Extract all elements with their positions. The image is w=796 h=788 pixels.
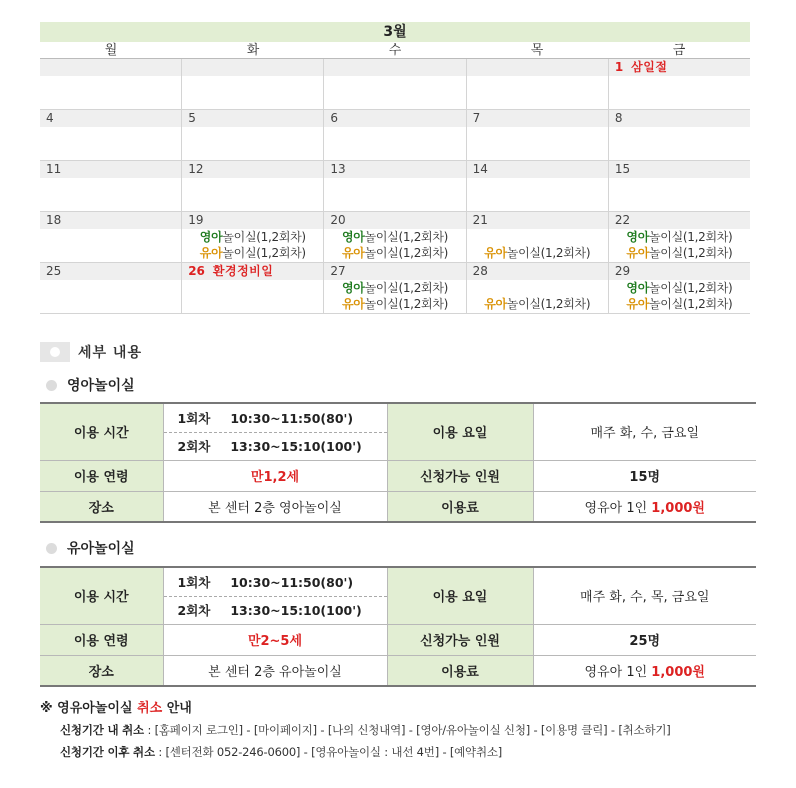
weekday-wed: 수 [388,43,402,58]
event-infant: 영아놀이실(1,2회차) [342,230,449,244]
reference-mark: ※ [40,701,53,716]
section-title: 세부 내용 [78,345,142,361]
section-bullet-icon [40,342,70,362]
table-row [40,460,756,491]
calendar-date: 21 [467,212,608,229]
time-label: 이용 시간 [40,567,163,624]
place-label: 장소 [40,655,163,686]
event-infant: 영아놀이실(1,2회차) [342,281,449,295]
bullet-dot-icon [46,380,57,391]
calendar-cell [181,212,323,262]
calendar-week [40,212,750,263]
calendar-date: 20 [324,212,465,229]
table-row [40,491,756,522]
table-row [40,624,756,655]
infant-room-header [46,375,135,395]
event-infant: 영아놀이실(1,2회차) [626,230,733,244]
calendar-cell [40,212,181,262]
calendar-month-title: 3월 [40,22,750,42]
cancel-word: 취소 [137,701,163,716]
calendar-date: 29 [609,263,750,280]
calendar-week [40,110,750,161]
calendar-date: 12 [182,161,323,178]
calendar-week [40,161,750,212]
calendar-date: 14 [467,161,608,178]
section-header [40,342,142,362]
event-infant: 영아놀이실(1,2회차) [626,281,733,295]
session-2: 2회차 13:30~15:10(100') [163,596,387,624]
calendar-date-holiday [182,263,323,280]
calendar-cell [181,263,323,313]
calendar-date: 4 [40,110,181,127]
age-value: 만2~5세 [163,624,387,655]
calendar-cell [40,263,181,313]
event-toddler: 유아놀이실(1,2회차) [626,246,733,260]
calendar-date: 15 [609,161,750,178]
calendar-cell [323,263,465,313]
event-toddler: 유아놀이실(1,2회차) [484,297,591,311]
time-label: 이용 시간 [40,403,163,460]
calendar-date: 6 [324,110,465,127]
table-row [40,567,756,596]
calendar-week [40,263,750,314]
date-number: 1 [614,60,624,74]
capacity-value: 15명 [533,460,756,491]
calendar-date: 13 [324,161,465,178]
calendar-cell [466,110,608,160]
place-label: 장소 [40,491,163,522]
event-toddler: 유아놀이실(1,2회차) [342,246,449,260]
date-number: 26 [188,264,205,278]
calendar [40,22,750,314]
table-row [40,655,756,686]
calendar-date: 28 [467,263,608,280]
calendar-cell [608,110,750,160]
calendar-cell [181,161,323,211]
weekday-thu: 목 [530,43,544,58]
toddler-room-title: 유아놀이실 [67,541,135,557]
calendar-cell [466,59,608,109]
holiday-label: 삼일절 [631,60,668,74]
calendar-week [40,59,750,110]
weekday-mon: 월 [104,43,118,58]
cancel-guide-line-2: 신청기간 이후 취소 : [센터전화 052-246-0600] - [영유아놀이실 : 내선 4번] - [예약취소] [60,745,503,759]
days-value: 매주 화, 수, 목, 금요일 [533,567,756,624]
fee-value: 영유아 1인 1,000원 [533,491,756,522]
calendar-cell [323,59,465,109]
weekday-tue: 화 [246,43,260,58]
toddler-room-header [46,538,135,558]
event-toddler: 유아놀이실(1,2회차) [199,246,306,260]
fee-value: 영유아 1인 1,000원 [533,655,756,686]
calendar-date: 22 [609,212,750,229]
event-toddler: 유아놀이실(1,2회차) [626,297,733,311]
calendar-date: 11 [40,161,181,178]
age-label: 이용 연령 [40,624,163,655]
age-value: 만1,2세 [163,460,387,491]
calendar-cell [323,212,465,262]
infant-room-title: 영아놀이실 [67,378,135,394]
event-toddler: 유아놀이실(1,2회차) [484,246,591,260]
event-toddler: 유아놀이실(1,2회차) [342,297,449,311]
calendar-cell [608,263,750,313]
calendar-date [40,59,181,76]
calendar-date: 7 [467,110,608,127]
calendar-date-holiday [609,59,750,76]
calendar-date [467,59,608,76]
cancel-guide-title: ※ 영유아놀이실 취소 안내 [40,701,192,716]
calendar-date: 25 [40,263,181,280]
toddler-info-table [40,566,756,687]
calendar-date: 18 [40,212,181,229]
calendar-weekday-row [40,42,750,59]
cancel-guide-line-1: 신청기간 내 취소 : [홈페이지 로그인] - [마이페이지] - [나의 신청내역] - [영아/유아놀이실 신청] - [이용명 클릭] - [취소하기] [60,723,671,737]
calendar-cell [323,161,465,211]
age-label: 이용 연령 [40,460,163,491]
calendar-cell [323,110,465,160]
session-1: 1회차 10:30~11:50(80') [163,403,387,432]
calendar-cell [466,212,608,262]
infant-info-table [40,402,756,523]
table-row [40,403,756,432]
weekday-fri: 금 [672,43,686,58]
days-label: 이용 요일 [387,567,533,624]
fee-label: 이용료 [387,655,533,686]
calendar-date [324,59,465,76]
event-infant: 영아놀이실(1,2회차) [199,230,306,244]
capacity-label: 신청가능 인원 [387,624,533,655]
calendar-cell [466,161,608,211]
calendar-date: 19 [182,212,323,229]
session-2: 2회차 13:30~15:10(100') [163,432,387,460]
holiday-label: 환경정비일 [212,264,274,278]
bullet-dot-icon [46,543,57,554]
calendar-cell [40,161,181,211]
calendar-cell [466,263,608,313]
place-value: 본 센터 2층 유아놀이실 [163,655,387,686]
days-label: 이용 요일 [387,403,533,460]
calendar-cell [608,161,750,211]
calendar-date [182,59,323,76]
calendar-cell [608,212,750,262]
fee-label: 이용료 [387,491,533,522]
calendar-cell [40,59,181,109]
calendar-date: 27 [324,263,465,280]
calendar-date: 5 [182,110,323,127]
calendar-cell [608,59,750,109]
capacity-label: 신청가능 인원 [387,460,533,491]
calendar-cell [181,59,323,109]
calendar-date: 8 [609,110,750,127]
capacity-value: 25명 [533,624,756,655]
place-value: 본 센터 2층 영아놀이실 [163,491,387,522]
calendar-cell [40,110,181,160]
calendar-cell [181,110,323,160]
session-1: 1회차 10:30~11:50(80') [163,567,387,596]
days-value: 매주 화, 수, 금요일 [533,403,756,460]
